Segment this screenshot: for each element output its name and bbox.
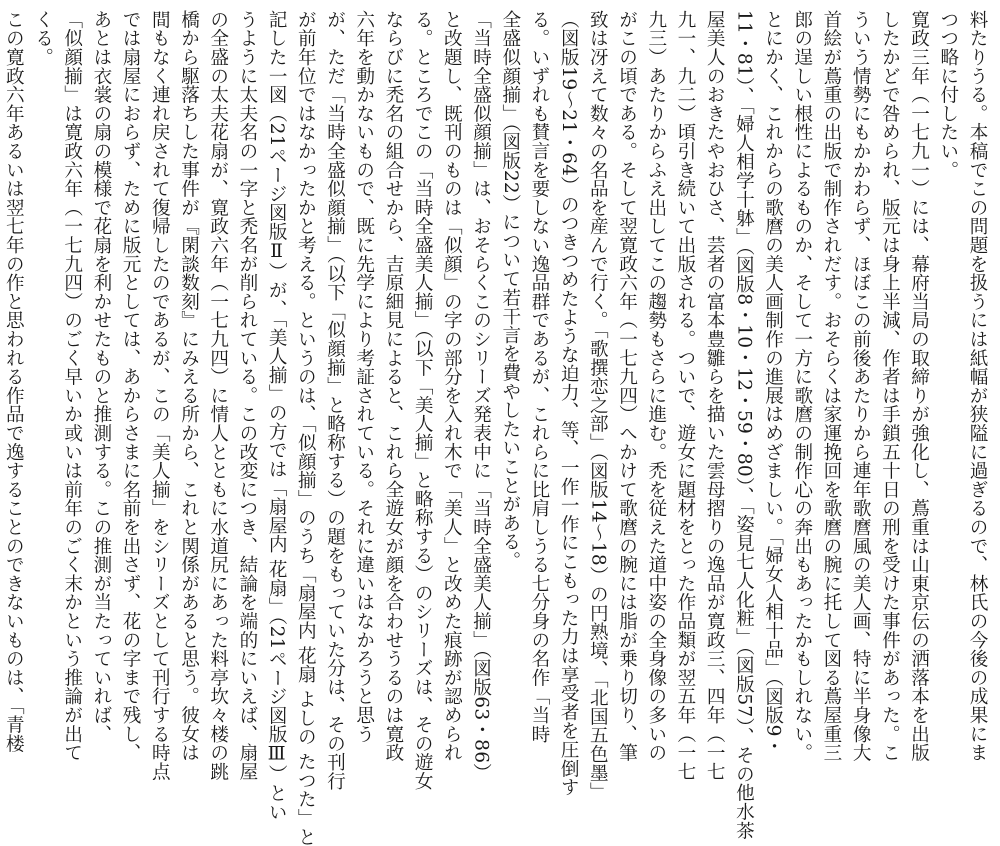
text-line: （図版19〜21・64）のつきつめたような迫力、等、一作一作にこもった力は享受者を圧倒す [558,10,580,797]
text-line: 記した一図（21ページ図版Ⅱ）が、「美人揃」の方では「扇屋内 花扇」（21ページ図版Ⅲ）とい [266,10,288,822]
text-line: と改題し、既刊のものは「似顔」の字の部分を入れ木で「美人」と改めた痕跡が認められ [441,10,463,762]
text-line: 首絵が蔦重の出版で制作されだす。おそらくは家運挽回を歌麿の腕に托して図る蔦屋重三 [820,10,842,762]
text-line: 「当時全盛似顔揃」は、おそらくこのシリーズ発表中に「当時全盛美人揃」（図版63・86） [470,10,492,783]
text-line: 「似顔揃」は寛政六年（一七九四）のごく早いか或いは前年のごく末かという推論が出て [61,10,83,762]
text-line: うように太夫名の一字と禿名が削られている。この改変につき、結論を端的にいえば、扇屋 [236,10,258,781]
text-line: 間もなく連れ戻されて復帰したのであるが、この「美人揃」をシリーズとして刊行する時点 [149,10,171,781]
text-line: 致は冴えて数々の名品を産んで行く。「歌撰恋之部」（図版14〜18）の円熟境、「北国五色墨」 [587,10,609,802]
text-line: 九三）あたりからふえ出してこの趨勢もさらに進む。禿を従えた道中姿の全身像の多いの [645,10,667,762]
text-line: ならびに禿名の組合せから、吉原細見によると、これら全遊女が顔を合わせうるのは寛政 [382,10,404,762]
text-line: くる。 [32,10,54,67]
text-line: 郎の逞しい根性によるものか、そして一方に歌麿の制作心の奔出もあったかもしれない。 [791,10,813,762]
vertical-text-body [3,10,992,846]
text-line: ういう情勢にもかかわらず、ほぼこの前後あたりから連年歌麿風の美人画、特に半身像大 [850,10,872,762]
text-line: が前年位ではなかったかと考える。というのは、「似顔揃」のうち「扇屋内 花扇 よしの たつた」と [295,10,317,846]
text-line: とにかく、これからの歌麿の美人画制作の進展はめざましい。「婦女人相十品」（図版9・ [762,10,784,756]
text-line: る。いずれも賛言を要しない逸品群であるが、これらに比肩しうる七分身の名作「当時 [528,10,550,744]
text-line: つつ略に付したい。 [937,10,959,180]
text-line: 六年を動かないもので、既に先学により考証されている。それに違いはなかろうと思う [353,10,375,744]
text-line: がこの頃である。そして翌寛政六年（一七九四）へかけて歌麿の腕には脂が乗り切り、筆 [616,10,638,762]
text-line: 橋から駆落ちした事件が『閑談数刻』にみえる所から、これと関係があると思う。彼女は [178,10,200,762]
text-line: 全盛似顔揃」（図版22）について若干言を費やしたいことがある。 [499,10,521,570]
text-line: この寛政六年あるいは翌七年の作と思われる作品で逸することのできないものは、「青楼 [3,10,25,753]
text-line: の全盛の太夫花扇が、寛政六年（一七九四）に情人とともに水道尻にあった料亭坎々楼の跳 [207,10,229,781]
text-line: 屋美人のおきたやおひさ、芸者の富本豊雛らを描いた雲母摺りの逸品が寛政三、四年（一七 [704,10,726,781]
text-line: 九一、九二）頃引き続いて出版される。ついで、遊女に題材をとった作品類が翌五年（一七 [674,10,696,781]
text-line: 11・81）、「婦人相学十躰」（図版8・10・12・59・80）、「姿見七人化粧」（図版57）、その他水茶 [733,10,755,840]
text-line: 寛政三年（一七九一）には、幕府当局の取締りが強化し、蔦重は山東京伝の洒落本を出版 [908,10,930,762]
text-line: 料たりうる。本稿でこの問題を扱うには紙幅が狭隘に過ぎるので、林氏の今後の成果にま [967,10,988,762]
text-line: あとは衣裳の扇の模様で花扇を利かせたものと推測する。この推測が当たっていれば、 [90,10,112,744]
text-line: では扇屋におらず、ために版元としては、あからさまに名前を出さず、花の字まで残し、 [120,10,142,762]
text-line: る。ところでこの「当時全盛美人揃」（以下「美人揃」と略称する）のシリーズは、その遊女 [412,10,434,791]
text-line: したかどで咎められ、版元は身上半減、作者は手鎖五十日の刑を受けた事件があった。こ [879,10,901,762]
text-line: が、ただ「当時全盛似顔揃」（以下「似顔揃」と略称する）の題をもっていた分は、その刊行 [324,10,346,791]
